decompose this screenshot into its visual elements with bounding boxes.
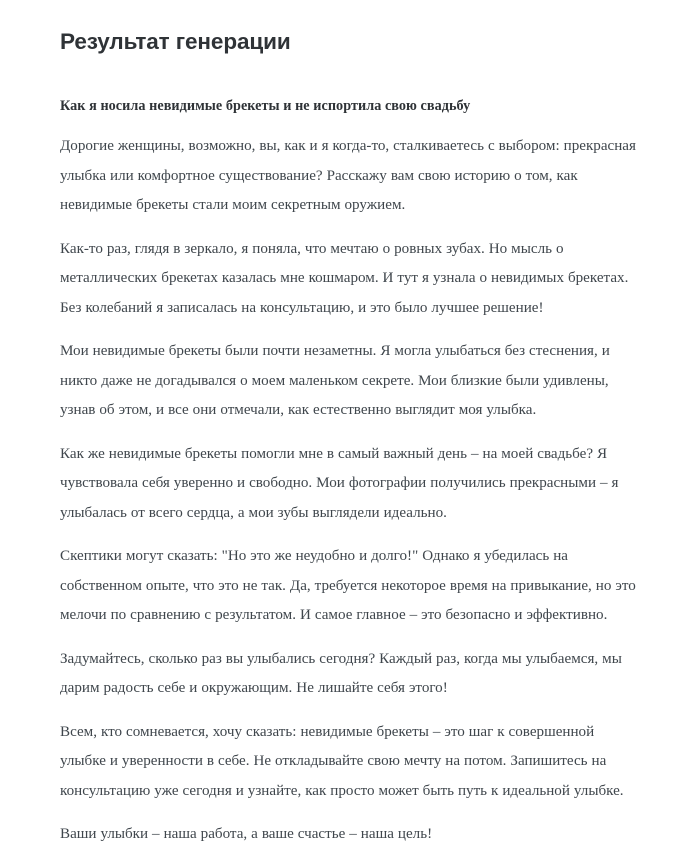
article-paragraph: Мои невидимые брекеты были почти незаметны. Я могла улыбаться без стеснения, и никто даже не догадывался о моем маленьком секрете. Мои близкие были удивлены, узнав об этом, и все они отмечали, как естественно выглядит моя улыбка. xyxy=(60,343,610,418)
page-title: Результат генерации xyxy=(60,29,291,54)
article-body xyxy=(0,96,694,850)
article-paragraph: Как же невидимые брекеты помогли мне в самый важный день – на моей свадьбе? Я чувствовала себя уверенно и свободно. Мои фотографии получились прекрасными – я улыбалась от всего сердца, а мои зубы выглядели идеально. xyxy=(60,445,619,521)
article-paragraph: Как-то раз, глядя в зеркало, я поняла, что мечтаю о ровных зубах. Но мысль о металлических брекетах казалась мне кошмаром. И тут я узнала о невидимых брекетах. Без колебаний я записалась на консультацию, и это было лучшее решение! xyxy=(60,240,629,316)
article-paragraph: Скептики могут сказать: "Но это же неудобно и долго!" Однако я убедилась на собственном опыте, что это не так. Да, требуется некоторое время на привыкание, но это мелочи по сравнению с результатом. И самое главное – это безопасно и эффективно. xyxy=(60,548,636,623)
article-paragraphs xyxy=(60,132,638,850)
article-paragraph: Ваши улыбки – наша работа, а ваше счастье – наша цель! xyxy=(60,826,433,842)
article-heading: Как я носила невидимые брекеты и не испортила свою свадьбу xyxy=(60,98,471,114)
article-paragraph: Дорогие женщины, возможно, вы, как и я когда-то, сталкиваетесь с выбором: прекрасная улыбка или комфортное существование? Расскажу вам свою историю о том, как невидимые брекеты стали моим секретным оружием. xyxy=(60,138,636,213)
article-paragraph: Задумайтесь, сколько раз вы улыбались сегодня? Каждый раз, когда мы улыбаемся, мы дарим радость себе и окружающим. Не лишайте себя этого! xyxy=(60,650,622,696)
article-paragraph: Всем, кто сомневается, хочу сказать: невидимые брекеты – это шаг к совершенной улыбке и уверенности в себе. Не откладывайте свою мечту на потом. Запишитесь на консультацию уже сегодня и узнайте, как просто может быть путь к идеальной улыбке. xyxy=(60,723,624,799)
